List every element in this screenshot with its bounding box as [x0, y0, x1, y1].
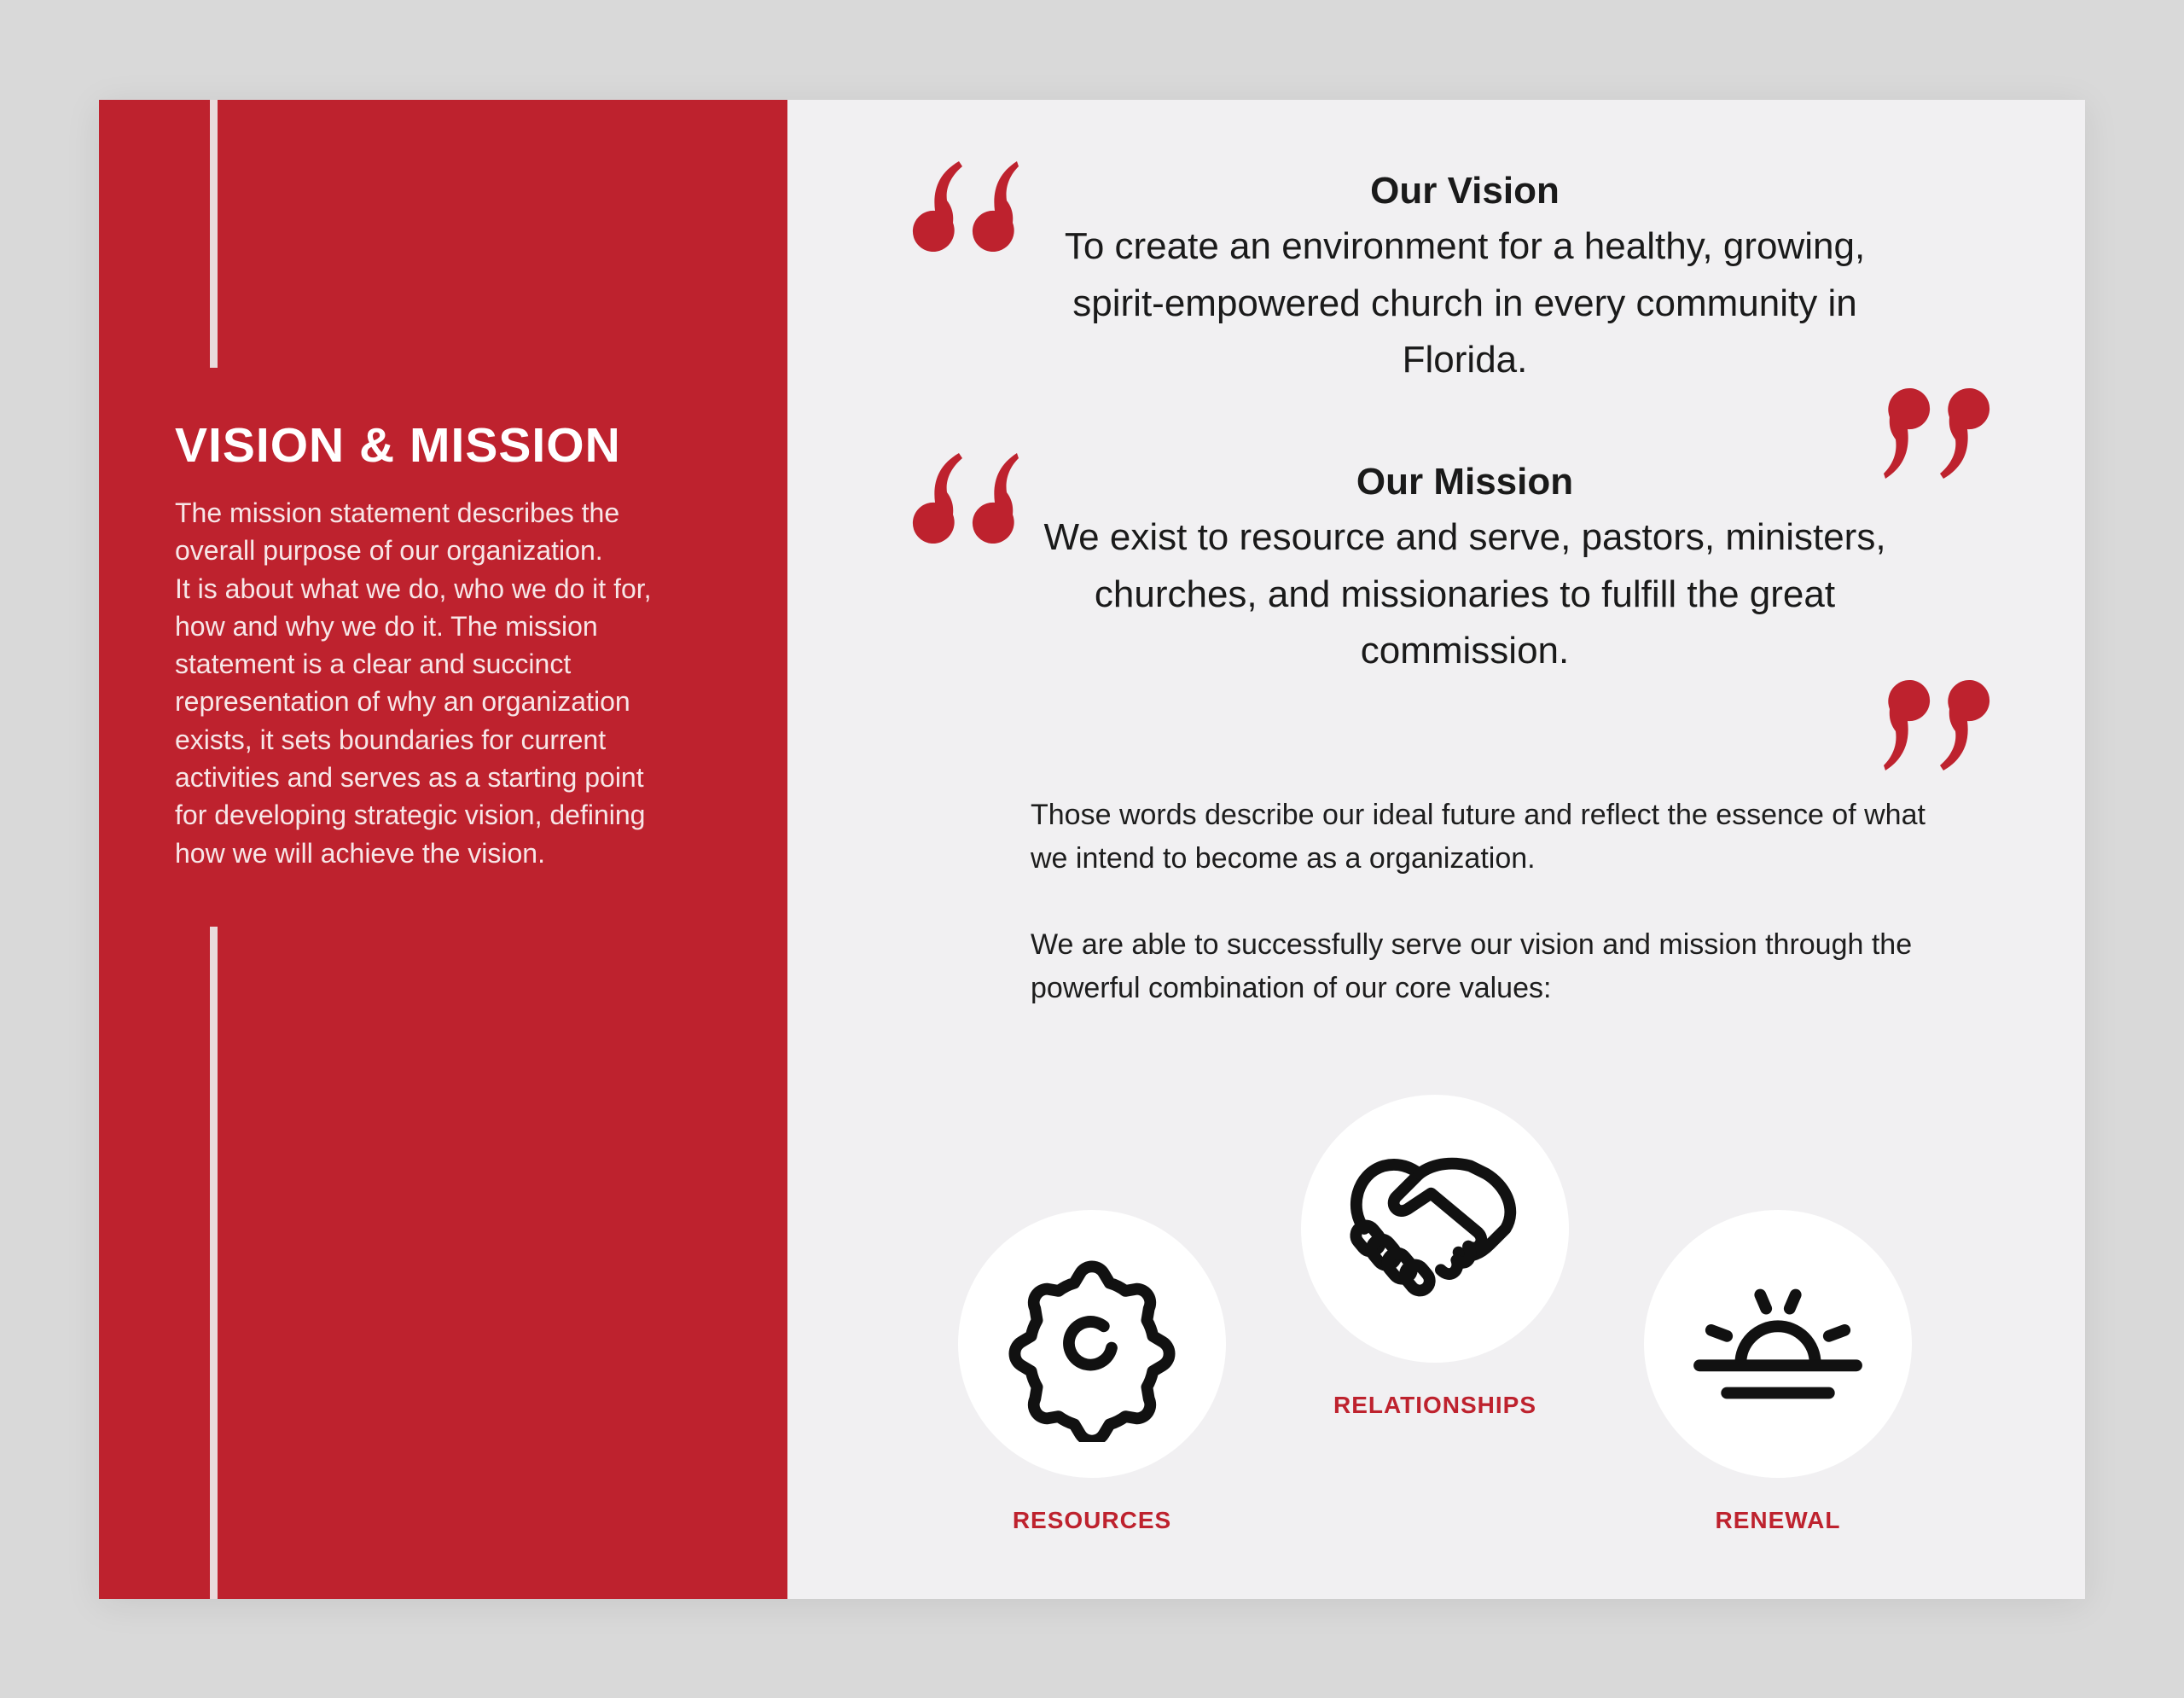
mission-heading: Our Mission [1356, 461, 1574, 503]
left-panel [99, 100, 787, 1599]
renewal-label: RENEWAL [1715, 1507, 1841, 1533]
mission-statement [1017, 458, 1913, 680]
vision-heading: Our Vision [1370, 170, 1560, 212]
divider-line-top [210, 100, 218, 368]
handshake-icon [1337, 1131, 1533, 1327]
sunrise-icon [1680, 1246, 1876, 1442]
relationships-label: RELATIONSHIPS [1333, 1392, 1537, 1418]
brochure-page [99, 100, 2085, 1599]
section-description: The mission statement describes the overall purpose of our organization. It is about what we do, who we do it for, how and why we do it. The mission statement is a clear and succinct representation of why an organization exists, it sets boundaries for current activities and serves as a starting point for developing strategic vision, defining how we will achieve the vision. [175, 497, 652, 869]
section-title: VISION & MISSION [175, 418, 621, 473]
core-value-resources [956, 1210, 1228, 1534]
renewal-icon-circle [1644, 1210, 1912, 1478]
divider-line-bottom [210, 927, 218, 1599]
mission-text: We exist to resource and serve, pastors, ministers, churches, and missionaries to fulfill the great commission. [1043, 516, 1886, 672]
open-quote-icon [891, 450, 1019, 561]
vision-statement [1017, 167, 1913, 389]
relationships-icon-circle [1301, 1095, 1569, 1363]
core-value-renewal [1641, 1210, 1914, 1534]
ideal-future-paragraph: Those words describe our ideal future and reflect the essence of what we intend to become as a organization. [1031, 799, 1926, 875]
gear-icon [994, 1246, 1190, 1442]
core-values-intro-paragraph: We are able to successfully serve our vision and mission through the powerful combination of our core values: [1031, 928, 1913, 1004]
open-quote-icon [891, 158, 1019, 269]
vision-text: To create an environment for a healthy, growing, spirit-empowered church in every community in Florida. [1064, 225, 1866, 381]
resources-label: RESOURCES [1012, 1507, 1172, 1533]
resources-icon-circle [958, 1210, 1226, 1478]
core-value-relationships [1298, 1095, 1571, 1419]
close-quote-icon [1884, 663, 2012, 774]
